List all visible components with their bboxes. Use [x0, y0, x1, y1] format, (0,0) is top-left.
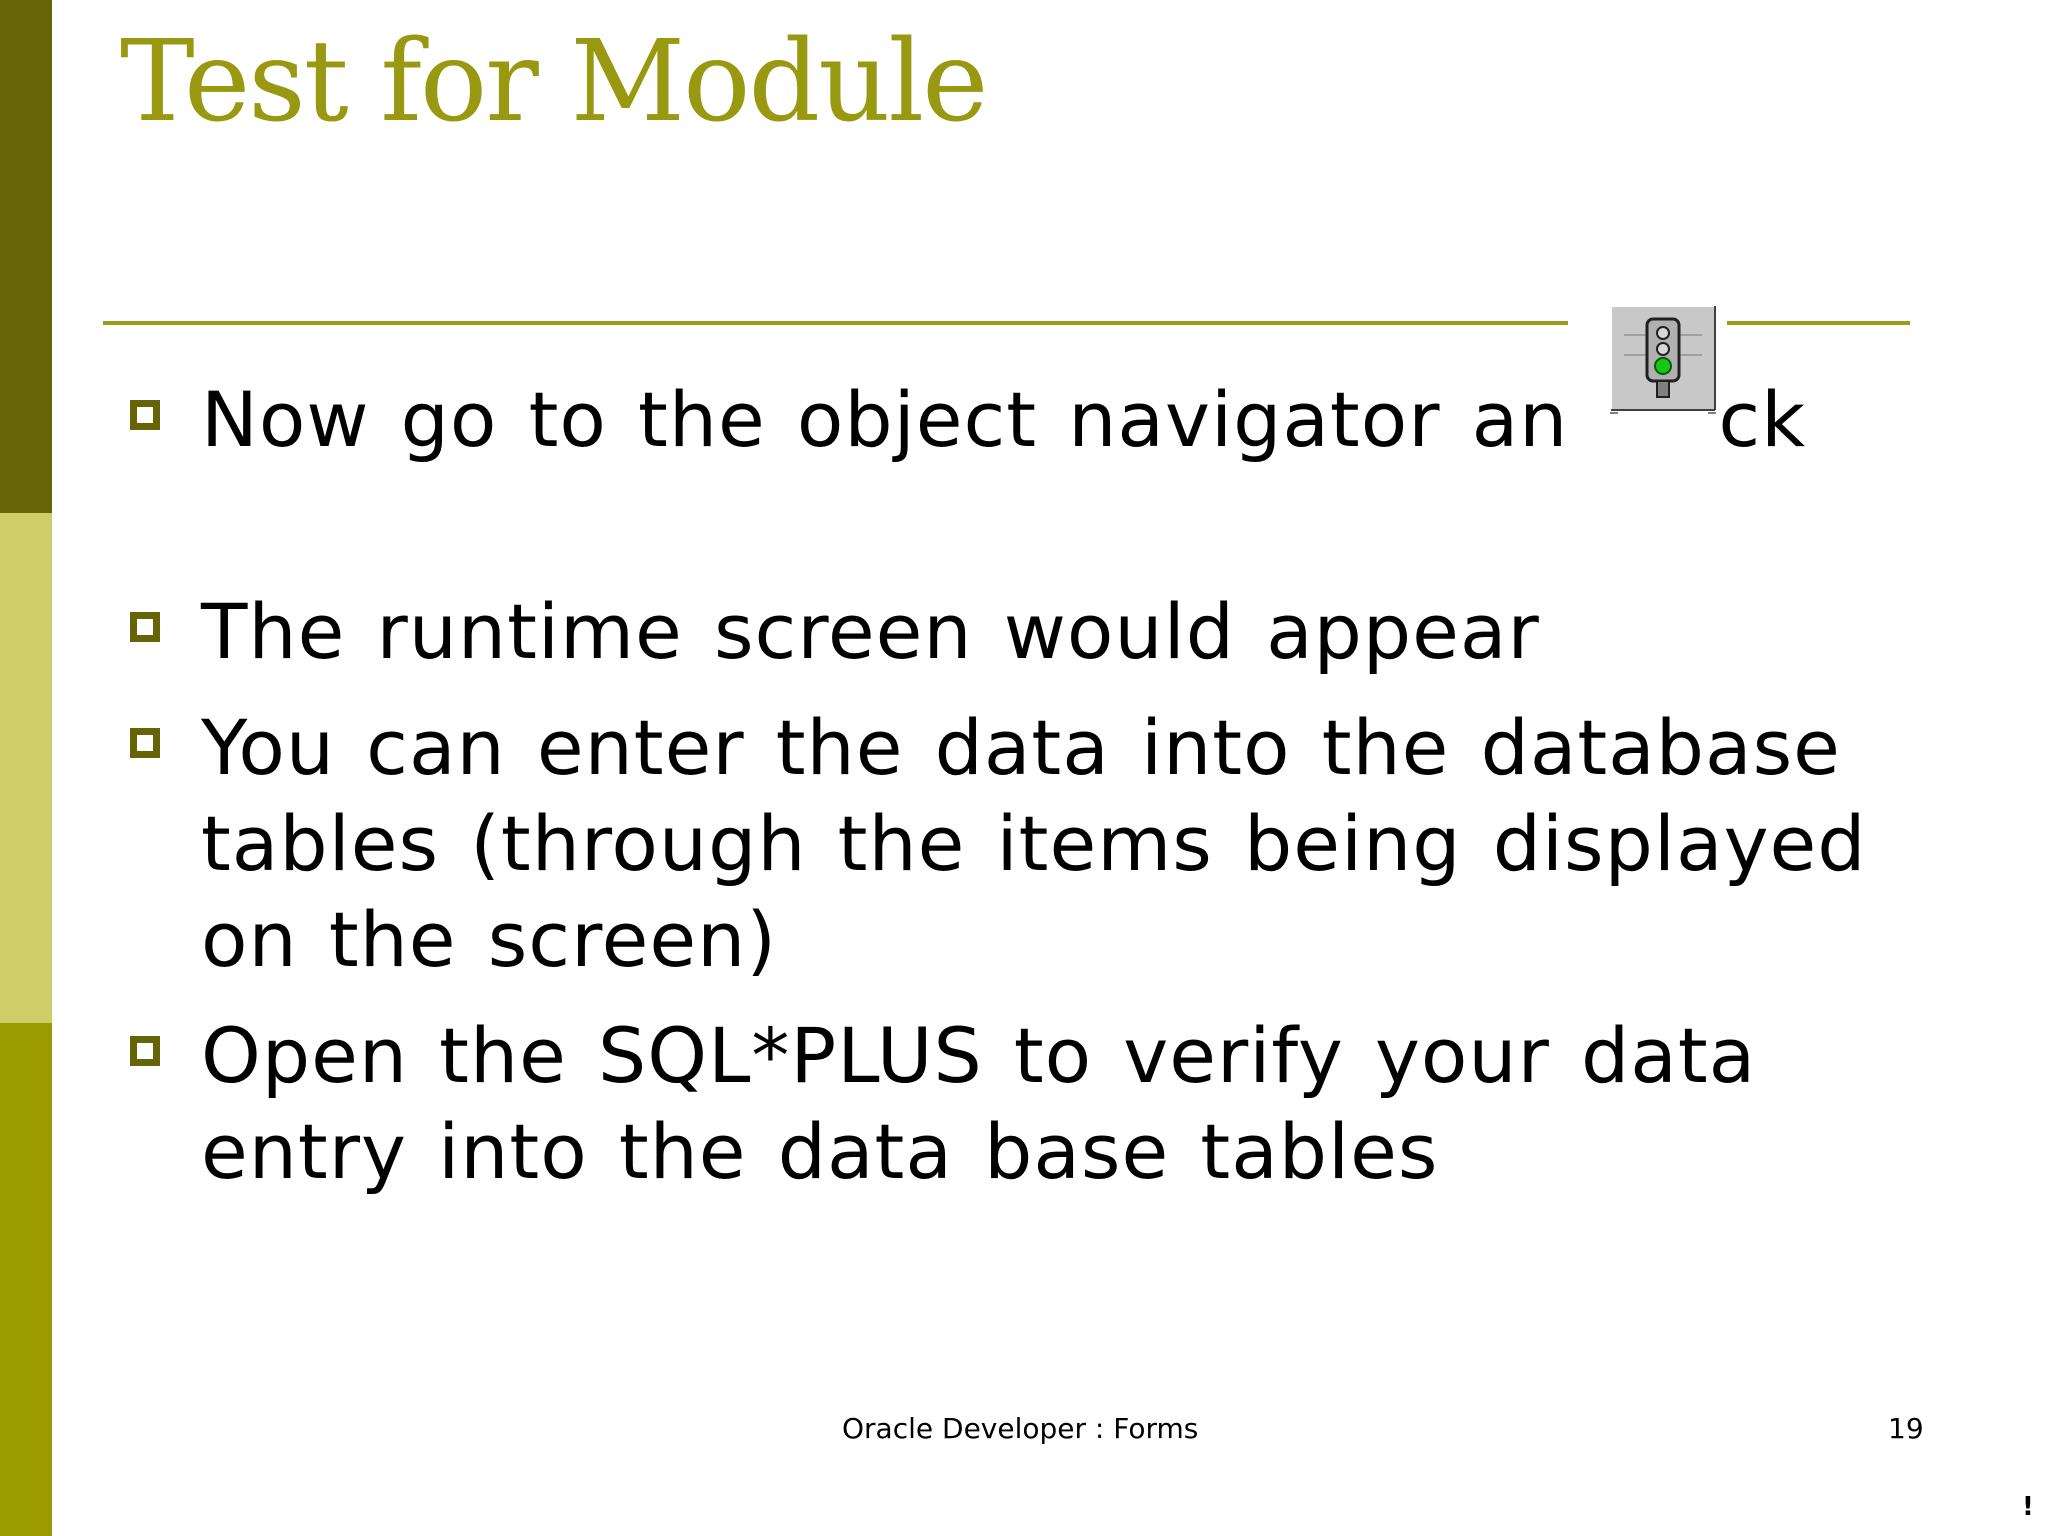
traffic-light-run-icon [1610, 305, 1716, 415]
bullet-text-before-icon: Now go to the object navigator an [201, 375, 1569, 464]
page-number: 19 [1888, 1412, 1924, 1445]
side-bar-middle [0, 513, 52, 1023]
bullet-square-icon [130, 1036, 160, 1066]
side-bar-top [0, 0, 52, 513]
footer-title: Oracle Developer : Forms [842, 1412, 1199, 1445]
title-rule-left [103, 321, 1568, 325]
bullet-text: Open the SQL*PLUS to verify your data entry into the data base tables [201, 1011, 1757, 1196]
bullet-text-after-icon: ck [1718, 375, 1807, 464]
bullet-square-icon [130, 400, 160, 430]
bullet-text: You can enter the data into the database tables (through the items being displayed on the screen) [201, 703, 1867, 984]
slide-title: Test for Module [120, 17, 987, 147]
bullet-square-icon [130, 728, 160, 758]
bullet-text: The runtime screen would appear [201, 587, 1540, 676]
bullet-square-icon [130, 612, 160, 642]
side-bar-bottom [0, 1023, 52, 1536]
corner-mark: ! [2022, 1492, 2034, 1522]
title-rule-right [1727, 321, 1910, 325]
run-form-button[interactable] [1610, 305, 1716, 415]
